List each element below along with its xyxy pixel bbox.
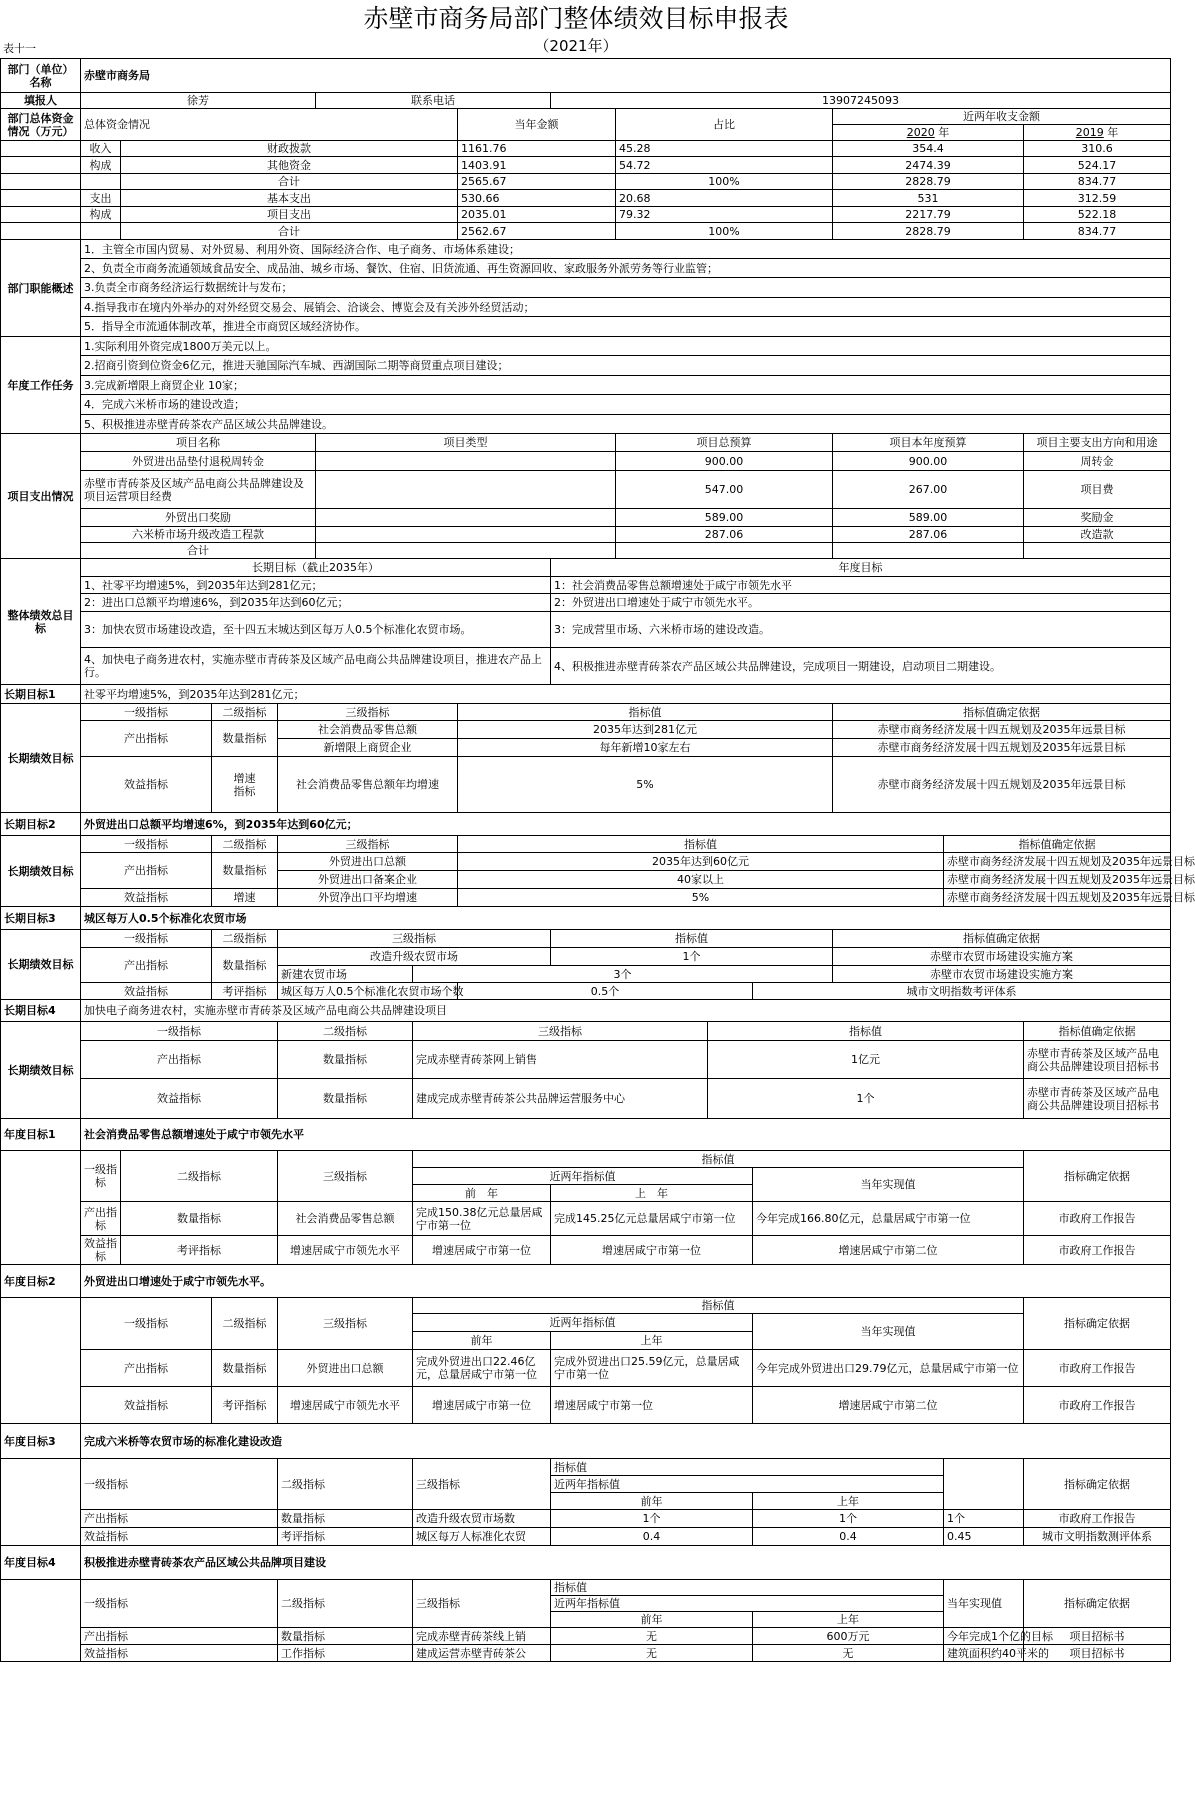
overall-label: 整体绩效总目标 [1,559,81,685]
year-2019-header: 2019 年 [1024,125,1171,141]
lt2-label: 长期目标2 [1,813,81,836]
duty-row: 4.指导我市在境内外举办的对外经贸交易会、展销会、洽谈会、博览会及有关涉外经贸活动； [1,298,1171,317]
phone-label: 联系电话 [316,93,551,109]
funds-ratio-header: 占比 [616,109,833,141]
filler-name: 徐芳 [81,93,316,109]
duty-row: 3.负责全市商务经济运行数据统计与发布； [1,278,1171,298]
duty-row: 部门职能概述 1．主管全市国内贸易、对外贸易、利用外资、国际经济合作、电子商务、市场体系建设； [1,240,1171,259]
at3-label: 年度目标3 [1,1424,81,1459]
filler-row [1,93,1171,109]
lt3-label: 长期目标3 [1,907,81,930]
at1-label: 年度目标1 [1,1119,81,1151]
at1-row: 年度目标1 社会消费品零售总额增速处于咸宁市领先水平 [1,1119,1171,1151]
overall-row: 3：加快农贸市场建设改造，至十四五末城达到区每万人0.5个标准化农贸市场。 3：完成营里市场、六米桥市场的建设改造。 [1,612,1171,648]
funds-side-label: 部门总体资金情况（万元） [1,109,81,141]
projects-label: 项目支出情况 [1,434,81,559]
report-title: 赤壁市商务局部门整体绩效目标申报表 [363,4,789,33]
task-row: 4．完成六米桥市场的建设改造； [1,395,1171,415]
project-row: 赤壁市青砖茶及区域产品电商公共品牌建设及项目运营项目经费 547.00 267.00 项目费 [1,471,1171,509]
at4-row: 年度目标4 积极推进赤壁青砖茶农产品区域公共品牌项目建设 [1,1546,1171,1580]
overall-row: 4、加快电子商务进农村，实施赤壁市青砖茶及区域产品电商公共品牌建设项目，推进农产品上行。 4、积极推进赤壁青砖茶农产品区域公共品牌建设，完成项目一期建设，启动项目二期建设。 [1,648,1171,685]
lt1-label: 长期目标1 [1,685,81,704]
lt2-row: 长期目标2 外贸进出口总额平均增速6%，到2035年达到60亿元； [1,813,1171,836]
table-number: 表十一 [3,42,36,55]
filler-label: 填报人 [1,93,81,109]
lt3-row: 长期目标3 城区每万人0.5个标准化农贸市场 [1,907,1171,930]
at4-label: 年度目标4 [1,1546,81,1580]
performance-table: 部门（单位）名称 赤壁市商务局 填报人 徐芳 联系电话 13907245093 部门总体资金情况（万元） 总体资金情况 当年金额 占比 近两年收支金额 2020 年 2019 年 收入 财政拨款 1161.76 45.28 354.4 310.6 构成 其他资金 1403.91 54.72 2474.39 524.17 合计 2565.67 100% 2828.79 834.77 支出 基本支出 530.66 20.68 531 312.59 构成 项目支出 2035.01 79.32 2217.79 522.18 合计 2562.67 100% 2828.79 834.77 部门职能概述 1．主管全市国内贸易、对外贸易、利用外资、国际经济合作、电子商务、市场体系建设； 2、负责全市商务流通领域食品安全、成品油、城乡市场、餐饮、住宿、旧货流通、再生资源回收、家政服务外派劳务等行业监管； 3.负责全市商务经济运行数据统计与发布； 4.指导我市在境内外举办的对外经贸交易会、展销会、洽谈会、博览会及有关涉外经贸活动； 5．指导全市流通体制改革，推进全市商贸区域经济协作。 年度工作任务 1.实际利用外资完成1800万美元以上。 2.招商引资到位资金6亿元，推进天驰国际汽车城、西湖国际二期等商贸重点项目建设； 3.完成新增限上商贸企业 10家； 4．完成六米桥市场的建设改造； 5、积极推进赤壁青砖茶农产品区域公共品牌建设。 项目支出情况 项目名称 项目类型 项目总预算 项目本年度预算 项目主要支出方向和用途 外贸进出品垫付退税周转金 900.00 900.00 周转金 赤壁市青砖茶及区域产品电商公共品牌建设及项目运营项目经费 547.00 267.00 项目费 外贸出口奖励 589.00 589.00 奖励金 六米桥市场升级改造工程款 287.06 287.06 改造款 合计 整体绩效总目标 长期目标（截止2035年） 年度目标 1、社零平均增速5%，到2035年达到281亿元； 1：社会消费品零售总额增速处于咸宁市领先水平 2：进出口总额平均增速6%，到2035年达到60亿元； 2：外贸进出口增速处于咸宁市领先水平。 3：加快农贸市场建设改造，至十四五末城达到区每万人0.5个标准化农贸市场。 3：完成营里市场、六米桥市场的建设改造。 4、加快电子商务进农村，实施赤壁市青砖茶及区域产品电商公共品牌建设项目，推进农产品上行。 4、积极推进赤壁青砖茶农产品区域公共品牌建设，完成项目一期建设，启动项目二期建设。 长期目标1 社零平均增速5%，到2035年达到281亿元； 长期绩效目标 一级指标 二级指标 三级指标 指标值 指标值确定依据 产出指标 数量指标 社会消费品零售总额 2035年达到281亿元 赤壁市商务经济发展十四五规划及2035年远景目标 新增限上商贸企业 每年新增10家左右 赤壁市商务经济发展十四五规划及2035年远景目标 效益指标 增速 指标 社会消费品零售总额年均增速 5% 赤壁市商务经济发展十四五规划及2035年远景目标 长期目标2 外贸进出口总额平均增速6%，到2035年达到60亿元； 长期绩效目标 一级指标 二级指标 三级指标 指标值 指标值确定依据 产出指标 数量指标 外贸进出口总额 2035年达到60亿元 赤壁市商务经济发展十四五规划及2035年远景目标 外贸进出口备案企业 40家以上 赤壁市商务经济发展十四五规划及2035年远景目标 效益指标 增速 外贸净出口平均增速 5% 赤壁市商务经济发展十四五规划及2035年远景目标 长期目标3 城区每万人0.5个标准化农贸市场 长期绩效目标 一级指标 二级指标 三级指标 指标值 指标值确定依据 产出指标 数量指标 改造升级农贸市场 1个 赤壁市农贸市场建设实施方案 新建农贸市场 3个 赤壁市农贸市场建设实施方案 效益指标 考评指标 城区每万人0.5个标准化农贸市场个数 0.5个 城市文明指数考评体系 长期目标4 加快电子商务进农村，实施赤壁市青砖茶及区域产品电商公共品牌建设项目 长期绩效目标 一级指标 二级指标 三级指标 指标值 指标值确定依据 产出指标 数量指标 完成赤壁青砖茶网上销售 1亿元 赤壁市青砖茶及区域产品电商公共品牌建设项目招标书 效益指标 数量指标 建成完成赤壁青砖茶公共品牌运营服务中心 1个 赤壁市青砖茶及区域产品电商公共品牌建设项目招标书 年度目标1 社会消费品零售总额增速处于咸宁市领先水平 一级指标 二级指标 三级指标 指标值 指标确定依据 近两年指标值 当年实现值 前 年 上 年 产出指标 数量指标 社会消费品零售总额 完成150.38亿元总量居咸宁市第一位 完成145.25亿元总量居咸宁市第一位 今年完成166.80亿元，总量居咸宁市第一位 市政府工作报告 效益指标 考评指标 增速居咸宁市领先水平 增速居咸宁市第一位 增速居咸宁市第一位 增速居咸宁市第二位 市政府工作报告 年度目标2 外贸进出口增速处于咸宁市领先水平。 一级指标 二级指标 三级指标 指标值 指标确定依据 近两年指标值 当年实现值 前年 上年 产出指标 数量指标 外贸进出口总额 完成外贸进出口22.46亿元，总量居咸宁市第一位 完成外贸进出口25.59亿元，总量居咸宁市第一位 今年完成外贸进出口29.79亿元，总量居咸宁市第一位 市政府工作报告 效益指标 考评指标 增速居咸宁市领先水平 增速居咸宁市第一位 增速居咸宁市第一位 增速居咸宁市第二位 市政府工作报告 年度目标3 完成六米桥等农贸市场的标准化建设改造 一级指标 二级指标 三级指标 指标值 指标确定依据 近两年指标值 前年 上年 产出指标 数量指标 改造升级农贸市场数 1个 1个 1个 市政府工作报告 效益指标 考评指标 城区每万人标准化农贸 0.4 0.4 0.45 城市文明指数测评体系 年度目标4 积极推进赤壁青砖茶农产品区域公共品牌项目建设 一级指标 二级指标 三级指标 指标值 当年实现值 指标确定依据 近两年指标值 前年 上年 产出指标 数量指标 完成赤壁青砖茶线上销 无 600万元 今年完成1个亿的目标 项目招标书 效益指标 工作指标 建成运营赤壁青砖茶公 无 无 建筑面积约40平米的 项目招标书 [0,58,1171,1662]
lt1-row: 长期目标1 社零平均增速5%，到2035年达到281亿元； [1,685,1171,704]
overall-row: 2：进出口总额平均增速6%，到2035年达到60亿元； 2：外贸进出口增速处于咸宁市领先水平。 [1,594,1171,612]
duty-row: 2、负责全市商务流通领域食品安全、成品油、城乡市场、餐饮、住宿、旧货流通、再生资源回收、家政服务外派劳务等行业监管； [1,259,1171,278]
dept-row [1,59,1171,93]
phone-value: 13907245093 [551,93,1171,109]
funds-overall-label: 总体资金情况 [81,109,458,141]
task-row: 2.招商引资到位资金6亿元，推进天驰国际汽车城、西湖国际二期等商贸重点项目建设； [1,356,1171,376]
project-row: 外贸进出品垫付退税周转金 900.00 900.00 周转金 [1,452,1171,471]
year-2020-header: 2020 年 [833,125,1024,141]
at2-row: 年度目标2 外贸进出口增速处于咸宁市领先水平。 [1,1265,1171,1298]
lt4-row: 长期目标4 加快电子商务进农村，实施赤壁市青砖茶及区域产品电商公共品牌建设项目 [1,1000,1171,1022]
task-row: 年度工作任务 1.实际利用外资完成1800万美元以上。 [1,337,1171,356]
funds-row: 构成 其他资金 1403.91 54.72 2474.39 524.17 [1,157,1171,174]
tasks-label: 年度工作任务 [1,337,81,434]
funds-row: 合计 2565.67 100% 2828.79 834.77 [1,174,1171,190]
project-row: 外贸出口奖励 589.00 589.00 奖励金 [1,509,1171,527]
funds-recent-header: 近两年收支金额 [833,109,1171,125]
at3-row: 年度目标3 完成六米桥等农贸市场的标准化建设改造 [1,1424,1171,1459]
funds-header-row [1,109,1171,125]
overall-header-row: 整体绩效总目标 长期目标（截止2035年） 年度目标 [1,559,1171,577]
overall-row: 1、社零平均增速5%，到2035年达到281亿元； 1：社会消费品零售总额增速处于咸宁市领先水平 [1,577,1171,594]
project-row: 六米桥市场升级改造工程款 287.06 287.06 改造款 [1,527,1171,543]
duties-label: 部门职能概述 [1,240,81,337]
funds-row: 支出 基本支出 530.66 20.68 531 312.59 [1,190,1171,207]
project-header-row: 项目支出情况 项目名称 项目类型 项目总预算 项目本年度预算 项目主要支出方向和用途 [1,434,1171,452]
at2-label: 年度目标2 [1,1265,81,1298]
report-subtitle: （2021年） [534,37,618,55]
task-row: 5、积极推进赤壁青砖茶农产品区域公共品牌建设。 [1,415,1171,434]
lt4-label: 长期目标4 [1,1000,81,1022]
project-total-row: 合计 [1,543,1171,559]
funds-row: 合计 2562.67 100% 2828.79 834.77 [1,223,1171,240]
funds-row: 构成 项目支出 2035.01 79.32 2217.79 522.18 [1,207,1171,223]
dept-value: 赤壁市商务局 [81,59,1171,93]
duty-row: 5．指导全市流通体制改革，推进全市商贸区域经济协作。 [1,317,1171,337]
dept-label: 部门（单位）名称 [1,59,81,93]
funds-row: 收入 财政拨款 1161.76 45.28 354.4 310.6 [1,141,1171,157]
task-row: 3.完成新增限上商贸企业 10家； [1,376,1171,395]
funds-amount-header: 当年金额 [458,109,616,141]
